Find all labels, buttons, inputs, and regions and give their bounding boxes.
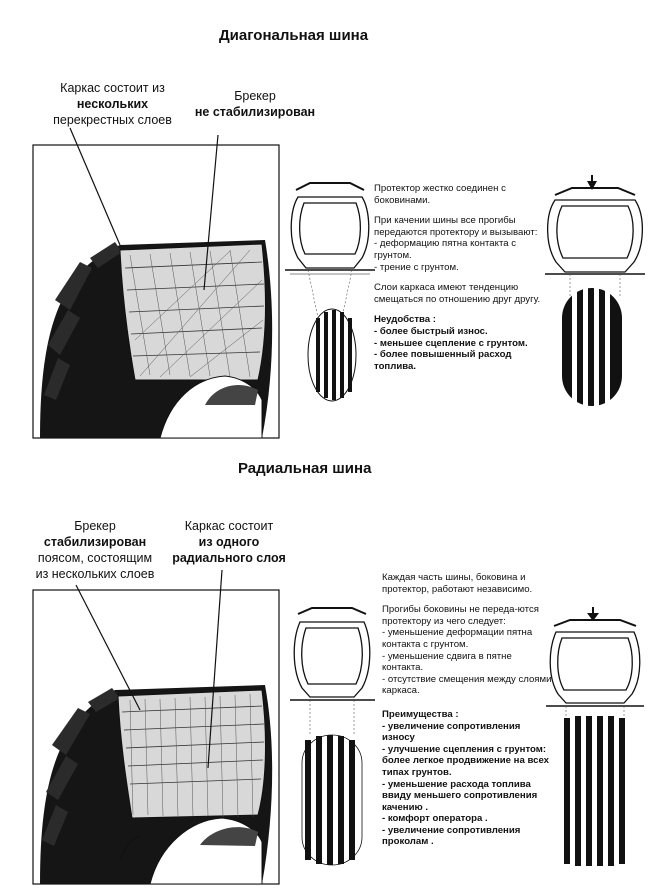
radial-carcass-callout: Каркас состоит из одного радиального слоя <box>172 519 286 565</box>
bias-cons-item: - меньшее сцепление с грунтом. <box>374 337 528 349</box>
bias-cons-item: - более быстрый износ. <box>374 325 488 337</box>
radial-pros-item: - увеличение сопротивления проколам . <box>382 824 521 848</box>
radial-effect-item: - отсутствие смещения между слоями каркаса. <box>382 673 552 697</box>
radial-desc-p1: Каждая часть шины, боковина и протектор, работают независимо. <box>382 572 533 595</box>
radial-desc-p2: Прогибы боковины не переда-ются протектору из чего следует: <box>382 604 539 627</box>
radial-pros-item: - комфорт оператора . <box>382 813 488 825</box>
radial-pros-item: - уменьшение расхода топлива ввиду меньшего сопротивления качению . <box>382 778 538 813</box>
bias-desc-p1: Протектор жестко соединен с боковинами. <box>374 183 506 206</box>
bias-desc-p2: При качении шины все прогибы передаются протектору и вызывают: <box>374 215 538 238</box>
bias-cons-title: Неудобства : <box>374 314 436 326</box>
radial-breaker-callout: Брекер стабилизирован поясом, состоящим из нескольких слоев <box>35 519 155 581</box>
radial-effect-item: - уменьшение сдвига в пятне контакта. <box>382 650 512 674</box>
radial-tire-title: Радиальная шина <box>238 460 372 477</box>
radial-pros-item: - увеличение сопротивления износу <box>382 720 521 744</box>
bias-effect-item: - трение с грунтом. <box>374 261 459 273</box>
bias-tire-title: Диагональная шина <box>219 27 369 44</box>
bias-desc-p3: Слои каркаса имеют тенденцию смещаться по отношению друг другу. <box>374 282 541 305</box>
bias-cons-item: - более повышенный расход топлива. <box>374 349 512 372</box>
radial-effect-item: - уменьшение деформации пятна контакта с грунтом. <box>382 627 533 650</box>
radial-pros-title: Преимущества : <box>382 708 459 720</box>
bias-carcass-callout: Каркас состоит из нескольких перекрестных слоев <box>53 81 172 127</box>
bias-breaker-callout: Брекер не стабилизирован <box>194 89 316 119</box>
bias-effect-item: - деформацию пятна контакта с грунтом. <box>374 238 517 261</box>
radial-pros-item: - улучшение сцепления с грунтом: более легкое продвижение на всех типах грунтов. <box>382 743 549 778</box>
radial-description <box>382 572 552 848</box>
